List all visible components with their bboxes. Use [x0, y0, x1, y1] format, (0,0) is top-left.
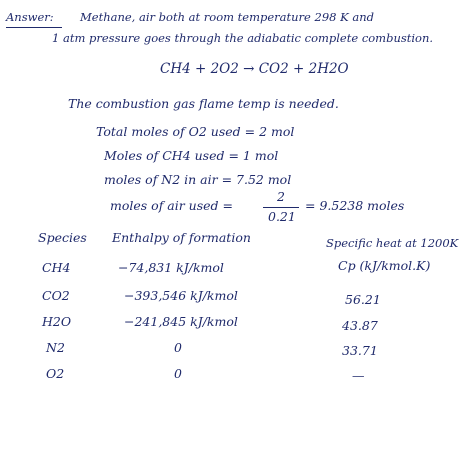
moles-o2: Total moles of O2 used = 2 mol	[96, 124, 295, 139]
row-species: CO2	[42, 288, 70, 303]
fraction-denominator: 0.21	[268, 209, 296, 224]
answer-label: Answer:	[6, 10, 54, 24]
requirement-statement: The combustion gas flame temp is needed.	[68, 96, 339, 111]
header-cp-units: Cp (kJ/kmol.K)	[338, 258, 431, 273]
row-cp: 56.21	[345, 292, 381, 307]
header-cp-title: Specific heat at 1200K	[326, 236, 459, 250]
fraction-bar	[263, 207, 299, 208]
moles-air-label: moles of air used =	[110, 198, 233, 213]
intro-line-2: 1 atm pressure goes through the adiabatic complete combustion.	[52, 31, 434, 45]
header-species: Species	[38, 230, 87, 245]
row-species: CH4	[42, 260, 71, 275]
moles-ch4: Moles of CH4 used = 1 mol	[104, 148, 279, 163]
moles-air-result: = 9.5238 moles	[305, 198, 405, 213]
row-enthalpy: 0	[174, 366, 182, 381]
header-enthalpy: Enthalpy of formation	[112, 230, 251, 245]
row-cp: 43.87	[342, 318, 378, 333]
row-cp: —	[352, 368, 365, 383]
row-enthalpy: −241,845 kJ/kmol	[124, 314, 238, 329]
row-species: O2	[46, 366, 65, 381]
row-species: H2O	[42, 314, 72, 329]
row-enthalpy: −393,546 kJ/kmol	[124, 288, 238, 303]
fraction-numerator: 2	[277, 189, 285, 204]
row-cp: 33.71	[342, 343, 378, 358]
intro-line-1: Methane, air both at room temperature 298 K and	[80, 10, 374, 24]
row-species: N2	[46, 340, 65, 355]
answer-underline	[6, 27, 62, 28]
row-enthalpy: −74,831 kJ/kmol	[118, 260, 224, 275]
reaction-equation: CH4 + 2O2 → CO2 + 2H2O	[160, 61, 349, 77]
moles-n2: moles of N2 in air = 7.52 mol	[104, 172, 292, 187]
row-enthalpy: 0	[174, 340, 182, 355]
